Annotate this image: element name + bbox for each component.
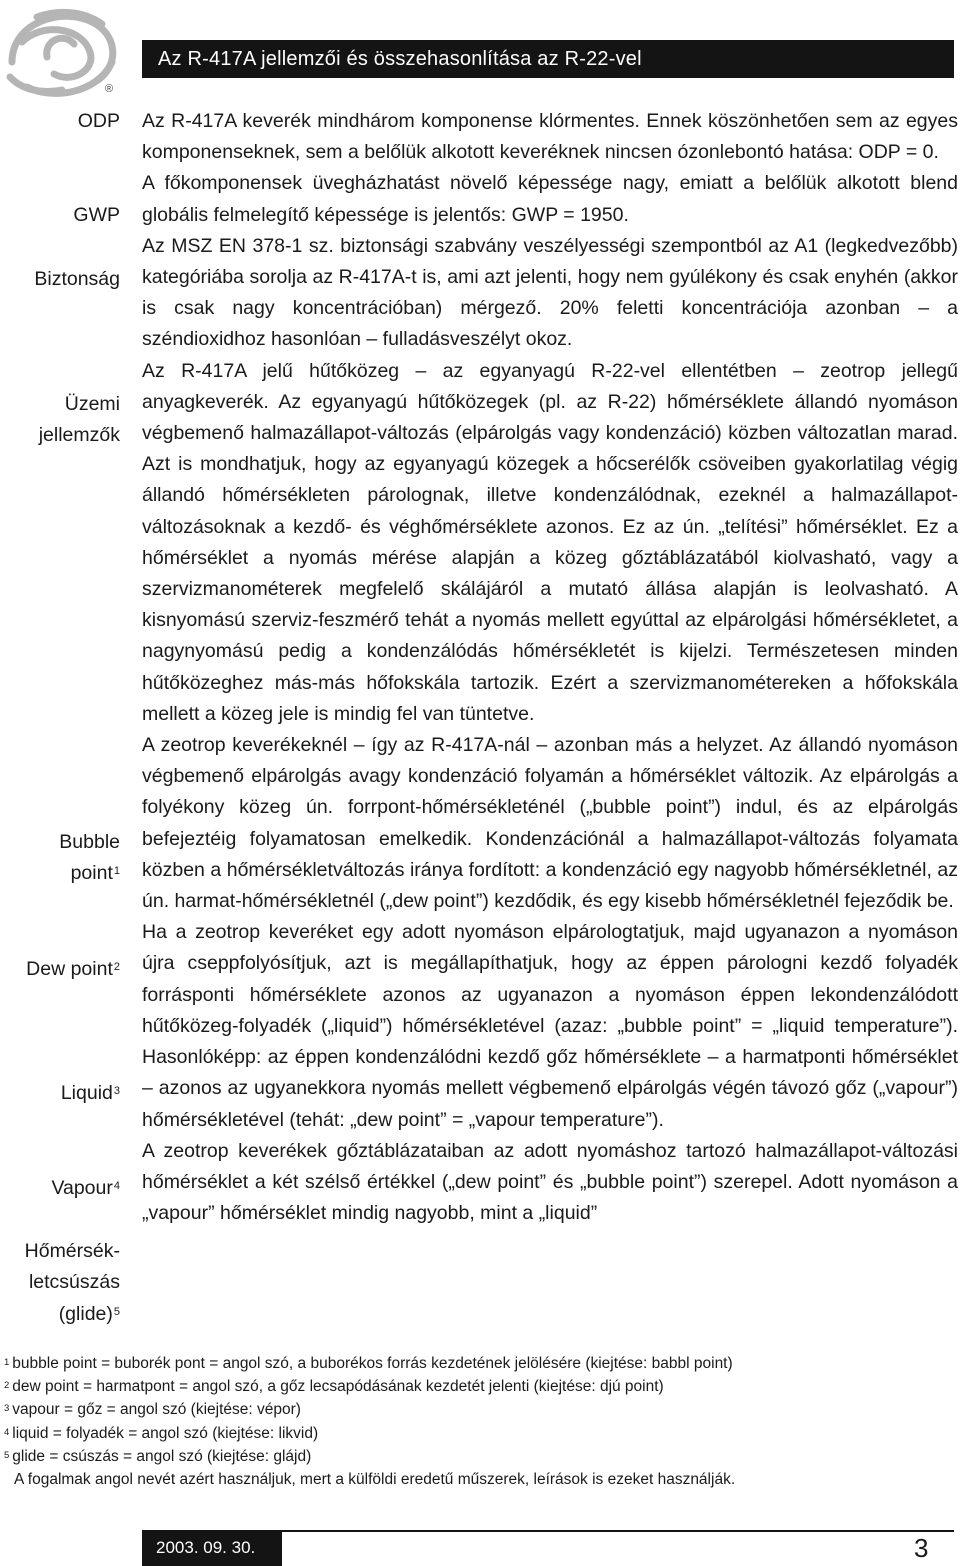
paragraph-gwp: A főkomponensek üvegházhatást növelő képessége nagy, emiatt a belőlük alkotott blend globális felmelegítő képessége is jelentős: GWP = 1950. (142, 172, 958, 226)
footnote: $^4$ liquid = folyadék = angol szó (kiejtése: likvid) (4, 1424, 319, 1442)
paragraph-zeotrop: A zeotrop keverékeknél – így az R-417A-nál – azonban más a helyzet. Az állandó nyomáson végbemenő elpárolgás avagy kondenzáció folyamán a hőmérséklet változik. Az elpárolgás a folyékony közeg ún. forrpont-hőmérsékleténél („bubble point”) indul, és az elpárolgás befejeztéig folyamatosan emelkedik. Kondenzációnál a halmazállapot-változás folyamata közben a hőmérsékletváltozás iránya fordított: a kondenzáció egy nagyobb hőmérsékletnél, az ún. harmat-hőmérsékletnél („dew point”) kezdődik, és egy kisebb hőmérsékletnél fejeződik be. (142, 734, 958, 913)
footnote: $^2$ dew point = harmatpont = angol szó, a gőz lecsapódásának kezdetét jelenti (kiejtése: djú point) (4, 1378, 664, 1396)
footnote: $^3$ vapour = gőz = angol szó (kiejtése: vépor) (4, 1401, 301, 1419)
page-title: Az R-417A jellemzői és összehasonlítása az R-22-vel (158, 48, 642, 70)
sidebar-label-operating: Üzemi jellemzők (38, 393, 120, 447)
paragraph-operating: Az R-417A jelű hűtőközeg – az egyanyagú R-22-vel ellentétben – zeotrop jellegű anyagkeverék. Az egyanyagú hűtőközegek (pl. az R-22) hőmérséklete állandó nyomáson végbemenő halmazállapot-változás (elpárolgás vagy kondenzáció) közben változatlan marad. Azt is mondhatjuk, hogy az egyanyagú közegek a hőcserélők csöveiben gyakorlatilag végig állandó hőmérsékleten párolognak, illetve kondenzálódnak, ezeknél a halmazállapot-változásoknak a kezdő- és véghőmérséklete azonos. Ez az ún. „telítési” hőmérséklet. Ez a hőmérséklet a nyomás mérése alapján a közeg gőztáblázatából kiolvasható, vagy a szervizmanométerek megfelelő skálájáról a mutató állása alapján is leolvasható. A kisnyomású szerviz-feszmérő tehát a nyomás mellett egyúttal az elpárolgási hőmérsékletet, a nagynyomású pedig a kondenzálódás hőmérsékletét is kijelzi. Természetesen minden hűtőközeghez más-más hőfokskála tartozik. Ezért a szervizmanométereken a hőfokskála mellett a közeg jele is mindig fel van tüntetve. (142, 359, 958, 725)
sidebar-label-safety: Biztonság (34, 268, 120, 290)
paragraph-odp: Az R-417A keverék mindhárom komponense klórmentes. Ennek köszönhetően sem az egyes komponenseknek, sem a belőlük alkotott keveréknek nincsen ózonlebontó hatása: ODP = 0. (142, 110, 958, 164)
footnote-note: A fogalmak angol nevét azért használjuk, mert a külföldi eredetű műszerek, leírások is ezeket használják. (14, 1471, 736, 1489)
sidebar-label-bubble-point: Bubble point$^1$ (59, 831, 120, 885)
footer-date: 2003. 09. 30. (156, 1538, 256, 1557)
footnotes (4, 1352, 944, 1491)
footer-rule (282, 1530, 954, 1532)
registered-mark: ® (105, 83, 114, 95)
sidebar-label-gwp: GWP (73, 204, 120, 226)
paragraph-evaporation: Ha a zeotrop keveréket egy adott nyomáson elpárologtatjuk, majd ugyanazon a nyomáson újra cseppfolyósítjuk, azt is megállapíthatjuk, hogy az éppen párologni kezdő folyadék forrásponti hőmérséklete azonos az ugyanazon a nyomáson éppen lekondenzálódott hűtőközeg-folyadék („liquid”) hőmérsékletével (azaz: „bubble point” = „liquid temperature”). Hasonlóképp: az éppen kondenzálódni kezdő gőz hőmérséklete – a harmatponti hőmérséklet – azonos az ugyanekkora nyomás mellett végbemenő elpárolgás végén távozó gőz („vapour”) hőmérsékletével (tehát: „dew point” = „vapour temperature”). (142, 921, 958, 1131)
footnote: $^1$ bubble point = buborék pont = angol szó, a buborékos forrás kezdetének jelölésére (kiejtése: babbl point) (4, 1355, 733, 1372)
footnote-ref: 3 (113, 1085, 120, 1097)
page-number: 3 (914, 1533, 929, 1563)
sidebar-label-liquid: Liquid$^3$ (60, 1082, 120, 1104)
sidebar-label-vapour: Vapour$^4$ (51, 1177, 120, 1199)
main-text (142, 106, 958, 1229)
header-title-bar (142, 40, 954, 78)
footnote-ref: 2 (113, 961, 120, 973)
sidebar-label-dew-point: Dew point$^2$ (26, 958, 120, 980)
sidebar-label-odp: ODP (77, 110, 120, 132)
sidebar-label-glide: Hőmérsék- letcsúszás (glide)$^5$ (24, 1240, 120, 1325)
footnote: $^5$ glide = csúszás = angol szó (kiejtése: glájd) (4, 1447, 312, 1465)
footnote-ref: 1 (113, 865, 120, 878)
footnote-ref: 5 (113, 1305, 120, 1318)
paragraph-vapour-table: A zeotrop keverékek gőztáblázataiban az adott nyomáshoz tartozó halmazállapot-változási hőmérséklet a két szélső értékkel („dew point” és „bubble point”) szerepel. Adott nyomáson a „vapour” hőmérséklet mindig nagyobb, mint a „liquid” (142, 1139, 958, 1225)
footnote-ref: 4 (113, 1180, 120, 1192)
paragraph-safety: Az MSZ EN 378-1 sz. biztonsági szabvány veszélyességi szempontból az A1 (legkedvezőbb) kategóriába sorolja az R-417A-t is, ami azt jelenti, hogy nem gyúlékony és csak enyhén (akkor is csak nagy koncentrációban) mérgező. 20% feletti koncentrációja azonban – a széndioxidhoz hasonlóan – fulladásveszélyt okoz. (142, 234, 958, 351)
footer-date-box (142, 1530, 282, 1566)
